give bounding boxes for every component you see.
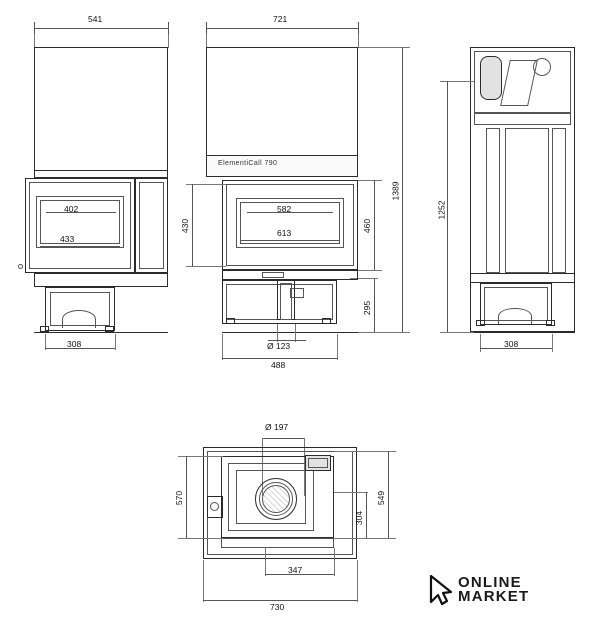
ext-line: [334, 538, 396, 539]
side-view-foot-left: [476, 320, 485, 326]
left-view-arch-cutout: [62, 310, 96, 328]
side-view-right-column: [552, 128, 566, 273]
dim-tick: [358, 22, 359, 34]
left-view-side-panel-inner: [139, 182, 164, 269]
ext-line: [334, 492, 368, 493]
dim-top-depth-part: 304: [354, 510, 365, 526]
logo-line-2: MARKET: [458, 588, 530, 605]
dim-top-depth-total: 570: [174, 490, 185, 506]
online-market-logo: [428, 575, 529, 605]
dim-front-width-total: 721: [273, 14, 288, 24]
brand-label: ElementiCall 790: [218, 160, 278, 167]
dim-left-glass-w1: 402: [64, 204, 79, 214]
left-view-lintel: [34, 170, 168, 178]
ext-line: [206, 34, 207, 48]
dim-top-width-inner: 347: [288, 565, 303, 575]
dim-side-height: 1252: [436, 200, 447, 220]
left-view-upper-body: [34, 47, 168, 172]
cursor-arrow-icon: [428, 575, 454, 605]
dim-line-549: [388, 451, 389, 538]
dim-line-304: [366, 492, 367, 538]
logo-text: [458, 576, 529, 604]
dim-left-width-total: 541: [88, 14, 103, 24]
dim-line-1252: [447, 81, 448, 332]
dim-front-flue-diameter: Ø 123: [267, 341, 291, 351]
ext-line: [222, 334, 223, 360]
ext-line: [358, 270, 382, 271]
side-view-flue-collar: [480, 56, 502, 100]
dim-line-541: [34, 28, 168, 29]
ext-line: [358, 332, 410, 333]
side-view-plinth: [470, 273, 575, 283]
side-view-divider: [474, 113, 571, 125]
top-view-flue-hatch: [262, 485, 290, 513]
left-view-base-top: [34, 273, 168, 287]
ext-line: [358, 180, 382, 181]
ext-line: [440, 81, 474, 82]
dim-tick: [206, 22, 207, 34]
ext-line: [265, 548, 266, 576]
top-view-left-tab-hole: [210, 502, 219, 511]
logo-line-1: ONLINE: [458, 574, 522, 592]
ext-line: [358, 34, 359, 48]
ext-line: [334, 548, 335, 576]
dim-line-721: [206, 28, 358, 29]
top-view-base-band: [221, 538, 334, 548]
dim-line-460: [374, 180, 375, 270]
ext-line: [186, 266, 226, 267]
left-view-floor-line: [34, 332, 168, 333]
ext-line: [334, 451, 396, 452]
dim-line-197: [262, 438, 304, 439]
dim-line-730: [203, 600, 357, 601]
ext-line: [168, 34, 169, 48]
dim-top-inlet-diameter: Ø 197: [265, 422, 289, 432]
dim-tick: [168, 22, 169, 34]
ext-line: [34, 34, 35, 48]
side-view-chamber: [505, 128, 549, 273]
dim-front-glass-h-left: 430: [180, 218, 191, 234]
dim-line-570: [186, 456, 187, 538]
dim-left-base-width: 308: [67, 339, 82, 349]
front-view-plinth: [222, 270, 358, 280]
front-view-handle: [262, 272, 284, 278]
dim-left-glass-w2: 433: [60, 234, 75, 244]
dim-line-295: [374, 278, 375, 332]
side-view-left-column: [486, 128, 500, 273]
ext-line: [357, 560, 358, 602]
dim-line-402: [46, 212, 116, 213]
ext-line: [552, 334, 553, 352]
dim-front-glass-h-right: 460: [362, 218, 373, 234]
dim-line-613: [240, 240, 340, 241]
side-view-floor-line: [470, 332, 575, 333]
dim-top-width-total: 730: [270, 602, 285, 612]
dim-front-glass-w2: 613: [277, 228, 292, 238]
front-view-upper-body: [206, 47, 358, 157]
dim-line-488: [222, 358, 337, 359]
dim-line-1389: [402, 47, 403, 332]
top-view-right-connector-inner: [308, 458, 328, 468]
ext-line: [440, 332, 474, 333]
front-view-foot-left: [226, 318, 235, 324]
dim-front-total-height: 1389: [390, 181, 401, 201]
front-view-flue-tab: [290, 288, 304, 298]
dim-front-base-width: 488: [271, 360, 286, 370]
ext-line: [203, 560, 204, 602]
side-view-foot-right: [546, 320, 555, 326]
side-view-arch-cutout: [498, 308, 532, 324]
dim-front-glass-w1: 582: [277, 204, 292, 214]
ext-line: [178, 538, 223, 539]
front-view-floor-line: [222, 332, 358, 333]
dim-side-base-depth: 308: [504, 339, 519, 349]
ext-line: [115, 334, 116, 350]
dim-line-430: [192, 184, 193, 266]
left-view-pivot-mark: [18, 264, 23, 269]
dim-line-433: [40, 246, 120, 247]
ext-line: [337, 334, 338, 360]
left-view-glass-inner: [40, 200, 120, 244]
dim-front-base-height: 295: [362, 300, 373, 316]
dim-tick: [34, 22, 35, 34]
front-view-foot-right: [322, 318, 331, 324]
ext-line: [178, 456, 223, 457]
ext-line: [480, 334, 481, 352]
dim-top-depth-inner: 549: [376, 490, 387, 506]
